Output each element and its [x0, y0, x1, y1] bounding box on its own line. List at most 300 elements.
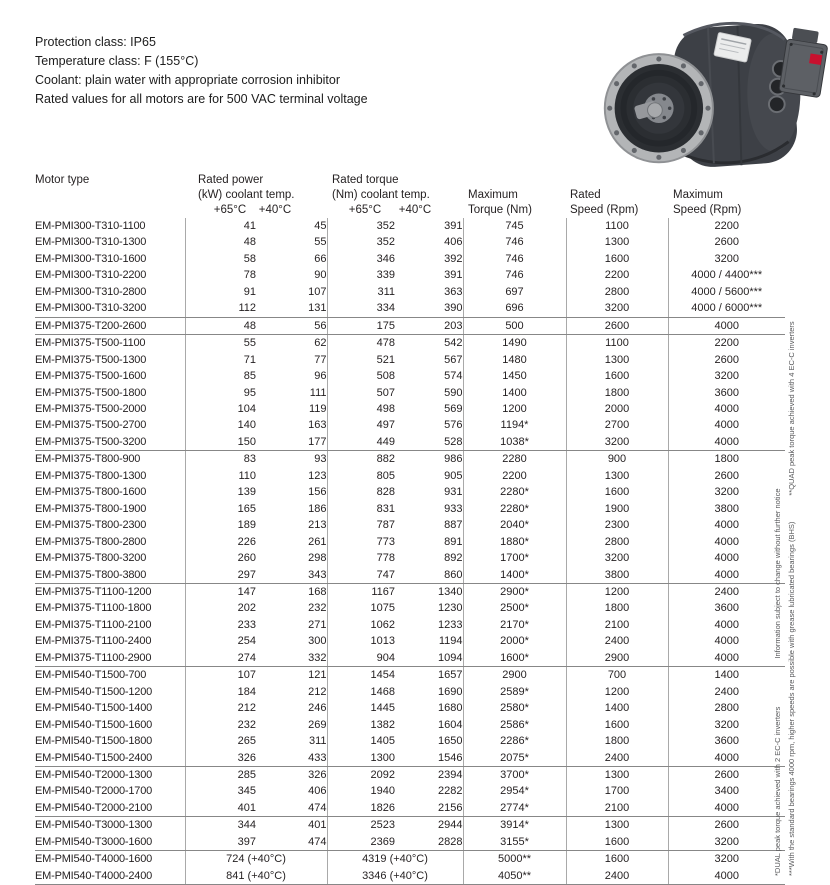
value-cell: 508 — [327, 368, 395, 384]
value-cell: 1490 — [463, 335, 566, 352]
value-cell: 773 — [327, 534, 395, 550]
value-cell: 311 — [308, 735, 327, 748]
value-cell: 390 — [395, 300, 463, 317]
value-cell: 3200 — [668, 484, 785, 500]
motor-type-cell: EM-PMI375-T500-2700 — [35, 419, 147, 432]
value-cell: 4000 — [668, 617, 785, 633]
motor-type-cell: EM-PMI375-T1100-2400 — [35, 635, 152, 648]
motor-type-cell: EM-PMI540-T1500-700 — [35, 669, 147, 682]
table-row — [35, 800, 785, 817]
red-label — [809, 53, 822, 65]
table-row — [35, 684, 785, 700]
value-cell: 1100 — [566, 218, 668, 234]
motor-type-cell: EM-PMI300-T310-2200 — [35, 269, 147, 282]
value-cell: 2600 — [566, 317, 668, 334]
value-cell: 2586* — [463, 717, 566, 733]
footnote-std-bearings: ***With the standard bearings 4000 rpm, higher speeds are possible with grease lubricated bearings (BHS) — [787, 521, 796, 876]
value-cell: 2170* — [463, 617, 566, 633]
value-cell: 311 — [327, 284, 395, 300]
value-cell: 1454 — [327, 667, 395, 684]
value-cell: 567 — [444, 353, 463, 366]
value-cell: 140 — [185, 417, 256, 433]
value-cell: 119 — [308, 402, 327, 415]
table-row — [35, 600, 785, 616]
value-cell: 93 — [314, 453, 327, 466]
value-cell: 2900* — [463, 583, 566, 600]
value-cell: 4000 / 5600*** — [668, 284, 785, 300]
value-cell: 3400 — [668, 783, 785, 799]
table-row — [35, 385, 785, 401]
value-cell: 334 — [327, 300, 395, 317]
value-cell: 3200 — [668, 368, 785, 384]
table-row — [35, 534, 785, 550]
value-cell: 1340 — [438, 585, 463, 598]
value-cell: 1038* — [463, 434, 566, 451]
header-power-40: +40°C — [258, 204, 292, 216]
value-cell: 139 — [185, 484, 256, 500]
value-cell: 3200 — [668, 251, 785, 267]
value-cell: 2200 — [463, 468, 566, 484]
table-row — [35, 550, 785, 566]
value-cell: 2944 — [438, 819, 463, 832]
value-cell: 246 — [308, 702, 327, 715]
front-flange — [605, 54, 713, 162]
motor-type-cell: EM-PMI540-T2000-1700 — [35, 785, 153, 798]
value-cell: 904 — [327, 650, 395, 667]
footnote-info-subject: Information subject to change without further notice — [773, 488, 782, 659]
value-cell: 45 — [314, 220, 327, 232]
spec-table — [35, 218, 785, 885]
value-cell: 507 — [327, 385, 395, 401]
value-cell: 2000* — [463, 633, 566, 649]
table-row — [35, 617, 785, 633]
table-row — [35, 834, 785, 851]
value-cell: 2075* — [463, 750, 566, 767]
value-cell: 2800 — [566, 284, 668, 300]
value-cell: 474 — [256, 834, 327, 851]
value-cell: 300 — [308, 635, 327, 648]
value-cell: 163 — [308, 419, 327, 432]
value-cell: 186 — [308, 502, 327, 515]
motor-type-cell: EM-PMI540-T3000-1600 — [35, 834, 185, 851]
value-cell: 298 — [308, 552, 327, 565]
value-cell: 1600 — [566, 834, 668, 851]
value-cell: 391 — [444, 269, 463, 282]
value-cell: 285 — [185, 766, 256, 783]
value-cell: 48 — [185, 234, 256, 250]
value-cell: 882 — [327, 451, 395, 468]
value-cell: 828 — [327, 484, 395, 500]
value-cell: 931 — [444, 486, 463, 499]
value-cell: 1233 — [438, 618, 463, 631]
value-cell: 3200 — [566, 550, 668, 566]
value-cell: 2600 — [668, 468, 785, 484]
value-cell: 346 — [327, 251, 395, 267]
motor-type-cell: EM-PMI375-T800-900 — [35, 453, 141, 466]
value-cell: 391 — [444, 220, 463, 232]
table-row — [35, 717, 785, 733]
value-cell: 91 — [185, 284, 256, 300]
value-cell: 3346 (+40°C) — [327, 868, 463, 885]
value-cell: 900 — [566, 451, 668, 468]
value-cell: 1194* — [463, 417, 566, 433]
value-cell: 4000 — [668, 868, 785, 885]
motor-type-cell: EM-PMI375-T1100-2900 — [35, 650, 185, 667]
table-row — [35, 368, 785, 384]
value-cell: 2200 — [668, 218, 785, 234]
value-cell: 1300 — [566, 234, 668, 250]
motor-type-cell: EM-PMI540-T2000-1300 — [35, 768, 153, 781]
motor-type-cell: EM-PMI375-T1100-2100 — [35, 618, 152, 631]
table-row — [35, 335, 785, 352]
motor-type-cell: EM-PMI375-T1100-1200 — [35, 585, 152, 598]
motor-photo — [588, 6, 828, 178]
value-cell: 363 — [444, 285, 463, 298]
motor-type-cell: EM-PMI375-T800-2800 — [35, 535, 147, 548]
value-cell: 352 — [327, 218, 395, 234]
value-cell: 724 (+40°C) — [185, 851, 327, 868]
motor-type-cell: EM-PMI375-T800-2300 — [35, 519, 147, 532]
table-row — [35, 401, 785, 417]
value-cell: 1600 — [566, 851, 668, 868]
value-cell: 2100 — [566, 800, 668, 817]
header-torque-40: +40°C — [398, 204, 432, 216]
value-cell: 2600 — [668, 234, 785, 250]
value-cell: 1690 — [438, 685, 463, 698]
value-cell: 85 — [185, 368, 256, 384]
value-cell: 433 — [256, 750, 327, 767]
value-cell: 1600 — [566, 717, 668, 733]
info-line: Temperature class: F (155°C) — [35, 54, 199, 68]
value-cell: 1650 — [438, 735, 463, 748]
value-cell: 4319 (+40°C) — [327, 851, 463, 868]
motor-type-cell: EM-PMI300-T310-3200 — [35, 300, 185, 317]
value-cell: 2500* — [463, 600, 566, 616]
value-cell: 3700* — [463, 766, 566, 783]
value-cell: 213 — [308, 519, 327, 532]
value-cell: 2282 — [438, 785, 463, 798]
value-cell: 111 — [309, 386, 327, 399]
value-cell: 260 — [185, 550, 256, 566]
value-cell: 1405 — [327, 733, 395, 749]
value-cell: 746 — [463, 251, 566, 267]
value-cell: 2600 — [668, 352, 785, 368]
value-cell: 576 — [444, 419, 463, 432]
table-row — [35, 451, 785, 468]
value-cell: 2286* — [463, 733, 566, 749]
value-cell: 177 — [256, 434, 327, 451]
footnote-quad-peak: **QUAD peak torque achieved with 4 EC-C inverters — [787, 321, 796, 496]
value-cell: 265 — [185, 733, 256, 749]
table-row — [35, 650, 785, 667]
value-cell: 1604 — [438, 718, 463, 731]
motor-type-cell: EM-PMI540-T4000-1600 — [35, 853, 153, 866]
value-cell: 4000 — [668, 750, 785, 767]
value-cell: 1300 — [566, 352, 668, 368]
table-row — [35, 766, 785, 783]
value-cell: 66 — [314, 252, 327, 265]
value-cell: 4050** — [463, 868, 566, 885]
value-cell: 1100 — [566, 335, 668, 352]
value-cell: 1200 — [566, 684, 668, 700]
value-cell: 887 — [444, 519, 463, 532]
motor-type-cell: EM-PMI375-T500-1600 — [35, 370, 147, 383]
value-cell: 297 — [185, 567, 256, 584]
value-cell: 90 — [314, 269, 327, 282]
value-cell: 4000 — [668, 650, 785, 667]
value-cell: 165 — [185, 501, 256, 517]
value-cell: 1167 — [327, 583, 395, 600]
value-cell: 1826 — [327, 800, 395, 817]
table-row — [35, 633, 785, 649]
value-cell: 1480 — [463, 352, 566, 368]
table-header — [35, 174, 795, 218]
value-cell: 175 — [327, 317, 395, 334]
value-cell: 1900 — [566, 501, 668, 517]
value-cell: 2394 — [438, 768, 463, 781]
motor-type-cell: EM-PMI540-T4000-2400 — [35, 868, 185, 885]
table-row — [35, 700, 785, 716]
value-cell: 2954* — [463, 783, 566, 799]
value-cell: 326 — [308, 768, 327, 781]
value-cell: 4000 — [668, 534, 785, 550]
value-cell: 521 — [327, 352, 395, 368]
value-cell: 397 — [185, 834, 256, 851]
value-cell: 62 — [314, 337, 327, 350]
value-cell: 4000 — [668, 317, 785, 334]
value-cell: 745 — [463, 218, 566, 234]
motor-type-cell: EM-PMI375-T800-3800 — [35, 567, 185, 584]
value-cell: 986 — [444, 453, 463, 466]
motor-type-cell: EM-PMI540-T1500-1600 — [35, 718, 153, 731]
value-cell: 2040* — [463, 517, 566, 533]
value-cell: 1600* — [463, 650, 566, 667]
motor-type-cell: EM-PMI540-T1500-2400 — [35, 750, 185, 767]
info-block — [35, 33, 368, 109]
motor-type-cell: EM-PMI540-T1500-1200 — [35, 685, 153, 698]
value-cell: 4000 — [668, 434, 785, 451]
value-cell: 1300 — [566, 817, 668, 834]
motor-type-cell: EM-PMI375-T500-2000 — [35, 402, 147, 415]
value-cell: 77 — [314, 353, 327, 366]
header-rated-speed-1: Rated — [570, 189, 601, 201]
value-cell: 1300 — [566, 468, 668, 484]
value-cell: 232 — [308, 602, 327, 615]
value-cell: 3800 — [566, 567, 668, 584]
value-cell: 1400 — [566, 700, 668, 716]
value-cell: 2523 — [327, 817, 395, 834]
value-cell: 4000 — [668, 401, 785, 417]
value-cell: 184 — [185, 684, 256, 700]
value-cell: 2300 — [566, 517, 668, 533]
value-cell: 805 — [327, 468, 395, 484]
value-cell: 261 — [308, 535, 327, 548]
value-cell: 1094 — [395, 650, 463, 667]
motor-type-cell: EM-PMI300-T310-1100 — [35, 220, 146, 232]
value-cell: 392 — [444, 252, 463, 265]
value-cell: 1400* — [463, 567, 566, 584]
header-power-sub: (kW) coolant temp. — [198, 189, 295, 201]
value-cell: 841 (+40°C) — [185, 868, 327, 885]
footnote-line-outer — [787, 321, 796, 876]
value-cell: 449 — [327, 434, 395, 451]
table-row — [35, 234, 785, 250]
value-cell: 1600 — [566, 251, 668, 267]
value-cell: 232 — [185, 717, 256, 733]
table-row — [35, 567, 785, 584]
value-cell: 406 — [308, 785, 327, 798]
value-cell: 1400 — [668, 667, 785, 684]
header-rated-power: Rated power — [198, 174, 264, 186]
motor-type-cell: EM-PMI375-T800-1300 — [35, 469, 147, 482]
value-cell: 892 — [444, 552, 463, 565]
value-cell: 2400 — [668, 684, 785, 700]
motor-type-cell: EM-PMI375-T1100-1800 — [35, 602, 152, 615]
value-cell: 2400 — [566, 633, 668, 649]
motor-type-cell: EM-PMI375-T500-1100 — [35, 337, 146, 350]
value-cell: 2900 — [566, 650, 668, 667]
value-cell: 747 — [327, 567, 395, 584]
value-cell: 891 — [444, 535, 463, 548]
value-cell: 778 — [327, 550, 395, 566]
value-cell: 2400 — [566, 868, 668, 885]
value-cell: 254 — [185, 633, 256, 649]
value-cell: 156 — [308, 486, 327, 499]
value-cell: 345 — [185, 783, 256, 799]
value-cell: 202 — [185, 600, 256, 616]
value-cell: 56 — [256, 317, 327, 334]
value-cell: 147 — [185, 583, 256, 600]
value-cell: 3200 — [668, 717, 785, 733]
info-line: Coolant: plain water with appropriate corrosion inhibitor — [35, 73, 341, 87]
header-max-torque-1: Maximum — [468, 189, 518, 201]
value-cell: 2200 — [566, 267, 668, 283]
value-cell: 269 — [308, 718, 327, 731]
value-cell: 2369 — [327, 834, 395, 851]
value-cell: 112 — [185, 300, 256, 317]
value-cell: 2280 — [463, 451, 566, 468]
table-row — [35, 417, 785, 433]
value-cell: 1194 — [438, 635, 463, 648]
value-cell: 1700* — [463, 550, 566, 566]
value-cell: 3600 — [668, 733, 785, 749]
table-row — [35, 267, 785, 283]
value-cell: 2600 — [668, 766, 785, 783]
header-max-speed-1: Maximum — [673, 189, 723, 201]
value-cell: 1880* — [463, 534, 566, 550]
value-cell: 569 — [444, 402, 463, 415]
value-cell: 3200 — [668, 834, 785, 851]
footnote-dual-peak: *DUAL peak torque achieved with 2 EC-C inverters — [773, 706, 782, 876]
value-cell: 71 — [185, 352, 256, 368]
value-cell: 1013 — [327, 633, 395, 649]
table-row — [35, 352, 785, 368]
value-cell: 55 — [314, 236, 327, 249]
value-cell: 2156 — [395, 800, 463, 817]
table-row — [35, 750, 785, 767]
value-cell: 3200 — [566, 300, 668, 317]
table-row — [35, 851, 785, 868]
motor-type-cell: EM-PMI375-T800-3200 — [35, 552, 147, 565]
table-row — [35, 667, 785, 684]
value-cell: 401 — [185, 800, 256, 817]
table-row — [35, 317, 785, 334]
table-row — [35, 517, 785, 533]
value-cell: 1075 — [327, 600, 395, 616]
value-cell: 131 — [256, 300, 327, 317]
value-cell: 746 — [463, 267, 566, 283]
table-row — [35, 817, 785, 834]
value-cell: 590 — [444, 386, 463, 399]
value-cell: 83 — [185, 451, 256, 468]
value-cell: 1940 — [327, 783, 395, 799]
value-cell: 352 — [327, 234, 395, 250]
value-cell: 1400 — [463, 385, 566, 401]
value-cell: 933 — [444, 502, 463, 515]
value-cell: 528 — [395, 434, 463, 451]
value-cell: 2589* — [463, 684, 566, 700]
value-cell: 1600 — [566, 368, 668, 384]
value-cell: 2280* — [463, 484, 566, 500]
value-cell: 1800 — [566, 733, 668, 749]
value-cell: 4000 — [668, 800, 785, 817]
value-cell: 203 — [395, 317, 463, 334]
header-torque-65: +65°C — [348, 204, 382, 216]
value-cell: 406 — [444, 236, 463, 249]
value-cell: 212 — [308, 685, 327, 698]
header-rated-speed-2: Speed (Rpm) — [570, 204, 639, 216]
value-cell: 4000 — [668, 567, 785, 584]
value-cell: 2200 — [668, 335, 785, 352]
value-cell: 478 — [327, 335, 395, 352]
value-cell: 3155* — [463, 834, 566, 851]
value-cell: 271 — [308, 618, 327, 631]
value-cell: 542 — [444, 337, 463, 350]
value-cell: 2800 — [668, 700, 785, 716]
value-cell: 95 — [185, 385, 256, 401]
value-cell: 2280* — [463, 501, 566, 517]
value-cell: 2600 — [668, 817, 785, 834]
value-cell: 1546 — [395, 750, 463, 767]
value-cell: 1200 — [566, 583, 668, 600]
table-row — [35, 434, 785, 451]
value-cell: 1450 — [463, 368, 566, 384]
value-cell: 574 — [444, 370, 463, 383]
value-cell: 4000 — [668, 517, 785, 533]
value-cell: 3200 — [566, 434, 668, 451]
header-torque-sub: (Nm) coolant temp. — [332, 189, 430, 201]
value-cell: 343 — [256, 567, 327, 584]
value-cell: 332 — [256, 650, 327, 667]
table-row — [35, 733, 785, 749]
value-cell: 212 — [185, 700, 256, 716]
info-line: Rated values for all motors are for 500 VAC terminal voltage — [35, 92, 368, 106]
value-cell: 2100 — [566, 617, 668, 633]
value-cell: 107 — [185, 667, 256, 684]
value-cell: 1800 — [668, 451, 785, 468]
value-cell: 1600 — [566, 484, 668, 500]
value-cell: 1680 — [438, 702, 463, 715]
info-line: Protection class: IP65 — [35, 35, 156, 49]
value-cell: 150 — [185, 434, 256, 451]
value-cell: 1800 — [566, 385, 668, 401]
motor-type-cell: EM-PMI540-T1500-1400 — [35, 702, 153, 715]
value-cell: 1445 — [327, 700, 395, 716]
value-cell: 1700 — [566, 783, 668, 799]
motor-type-cell: EM-PMI375-T800-1900 — [35, 502, 147, 515]
value-cell: 4000 — [668, 417, 785, 433]
value-cell: 339 — [327, 267, 395, 283]
